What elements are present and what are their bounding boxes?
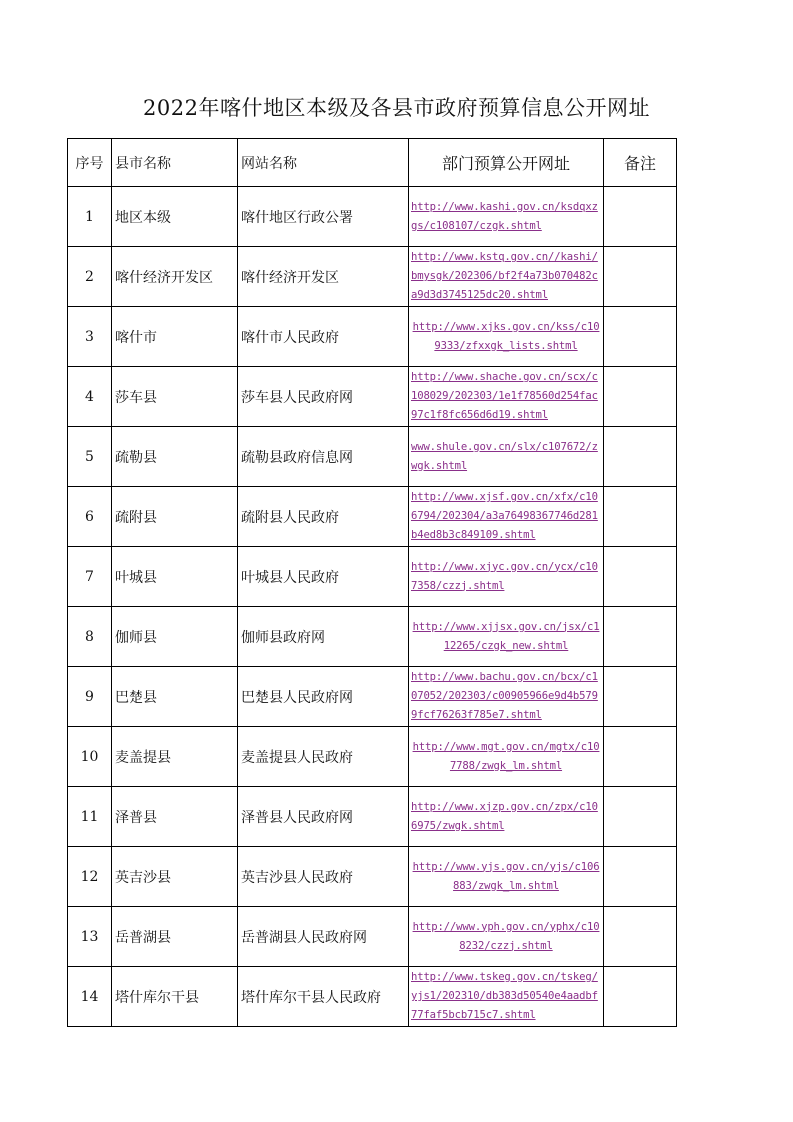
row-note <box>604 427 677 487</box>
row-site: 塔什库尔干县人民政府 <box>238 967 409 1027</box>
row-county: 麦盖提县 <box>112 727 238 787</box>
row-no: 8 <box>68 607 112 667</box>
table-header-row <box>68 139 677 187</box>
row-note <box>604 547 677 607</box>
table-row <box>68 727 677 787</box>
row-url-link[interactable]: http://www.kashi.gov.cn/ksdqxzgs/c108107/czgk.shtml <box>411 200 598 232</box>
row-county: 地区本级 <box>112 187 238 247</box>
row-note <box>604 487 677 547</box>
row-site: 叶城县人民政府 <box>238 547 409 607</box>
row-no: 9 <box>68 667 112 727</box>
table-row <box>68 907 677 967</box>
header-county: 县市名称 <box>112 139 238 187</box>
page-title: 2022年喀什地区本级及各县市政府预算信息公开网址 <box>143 96 650 120</box>
row-no: 10 <box>68 727 112 787</box>
row-note <box>604 727 677 787</box>
header-url: 部门预算公开网址 <box>409 139 604 187</box>
row-url-link[interactable]: http://www.shache.gov.cn/scx/c108029/202303/1e1f78560d254fac97c1f8fc656d6d19.shtml <box>411 371 598 421</box>
row-county: 喀什经济开发区 <box>112 247 238 307</box>
row-note <box>604 607 677 667</box>
row-site: 泽普县人民政府网 <box>238 787 409 847</box>
row-url-link[interactable]: http://www.xjjsx.gov.cn/jsx/c112265/czgk_new.shtml <box>412 620 600 652</box>
row-county: 塔什库尔干县 <box>112 967 238 1027</box>
table-row <box>68 607 677 667</box>
table-row <box>68 247 677 307</box>
row-site: 伽师县政府网 <box>238 607 409 667</box>
table-row <box>68 787 677 847</box>
budget-url-table <box>67 138 677 1027</box>
header-site: 网站名称 <box>238 139 409 187</box>
row-county: 伽师县 <box>112 607 238 667</box>
row-url-link[interactable]: http://www.xjyc.gov.cn/ycx/c107358/czzj.shtml <box>411 560 598 592</box>
row-no: 11 <box>68 787 112 847</box>
table-row <box>68 367 677 427</box>
row-no: 12 <box>68 847 112 907</box>
row-note <box>604 787 677 847</box>
table-row <box>68 487 677 547</box>
row-county: 叶城县 <box>112 547 238 607</box>
header-note: 备注 <box>604 139 677 187</box>
row-note <box>604 367 677 427</box>
row-county: 泽普县 <box>112 787 238 847</box>
row-county: 疏附县 <box>112 487 238 547</box>
row-no: 7 <box>68 547 112 607</box>
row-no: 4 <box>68 367 112 427</box>
table-row <box>68 307 677 367</box>
row-url-link[interactable]: www.shule.gov.cn/slx/c107672/zwgk.shtml <box>411 440 598 472</box>
row-site: 疏勒县政府信息网 <box>238 427 409 487</box>
row-site: 莎车县人民政府网 <box>238 367 409 427</box>
row-no: 3 <box>68 307 112 367</box>
row-url-link[interactable]: http://www.yph.gov.cn/yphx/c108232/czzj.shtml <box>412 920 600 952</box>
row-no: 6 <box>68 487 112 547</box>
header-no: 序号 <box>68 139 112 187</box>
row-note <box>604 967 677 1027</box>
row-site: 巴楚县人民政府网 <box>238 667 409 727</box>
table-row <box>68 187 677 247</box>
table-row <box>68 427 677 487</box>
row-url-link[interactable]: http://www.bachu.gov.cn/bcx/c107052/202303/c00905966e9d4b5799fcf76263f785e7.shtml <box>411 671 598 721</box>
row-note <box>604 907 677 967</box>
row-site: 英吉沙县人民政府 <box>238 847 409 907</box>
row-county: 疏勒县 <box>112 427 238 487</box>
row-url-link[interactable]: http://www.xjsf.gov.cn/xfx/c106794/202304/a3a76498367746d281b4ed8b3c849109.shtml <box>411 491 598 541</box>
row-note <box>604 847 677 907</box>
row-note <box>604 667 677 727</box>
row-site: 喀什经济开发区 <box>238 247 409 307</box>
row-county: 英吉沙县 <box>112 847 238 907</box>
row-no: 2 <box>68 247 112 307</box>
table-row <box>68 847 677 907</box>
table-row <box>68 967 677 1027</box>
row-site: 疏附县人民政府 <box>238 487 409 547</box>
row-note <box>604 247 677 307</box>
row-url-link[interactable]: http://www.tskeg.gov.cn/tskeg/yjs1/202310/db383d50540e4aadbf77faf5bcb715c7.shtml <box>411 971 598 1021</box>
row-no: 1 <box>68 187 112 247</box>
row-no: 14 <box>68 967 112 1027</box>
row-note <box>604 307 677 367</box>
row-url-link[interactable]: http://www.xjzp.gov.cn/zpx/c106975/zwgk.shtml <box>411 800 598 832</box>
row-site: 喀什市人民政府 <box>238 307 409 367</box>
row-url-link[interactable]: http://www.yjs.gov.cn/yjs/c106883/zwgk_lm.shtml <box>412 860 600 892</box>
row-county: 岳普湖县 <box>112 907 238 967</box>
row-site: 麦盖提县人民政府 <box>238 727 409 787</box>
row-site: 岳普湖县人民政府网 <box>238 907 409 967</box>
row-county: 巴楚县 <box>112 667 238 727</box>
table-row <box>68 667 677 727</box>
row-url-link[interactable]: http://www.kstq.gov.cn//kashi/bmysgk/202306/bf2f4a73b070482ca9d3d3745125dc20.shtml <box>411 251 598 301</box>
row-no: 13 <box>68 907 112 967</box>
table-row <box>68 547 677 607</box>
row-url-link[interactable]: http://www.xjks.gov.cn/kss/c109333/zfxxgk_lists.shtml <box>412 320 600 352</box>
row-county: 喀什市 <box>112 307 238 367</box>
row-site: 喀什地区行政公署 <box>238 187 409 247</box>
row-county: 莎车县 <box>112 367 238 427</box>
row-note <box>604 187 677 247</box>
row-no: 5 <box>68 427 112 487</box>
row-url-link[interactable]: http://www.mgt.gov.cn/mgtx/c107788/zwgk_lm.shtml <box>412 740 600 772</box>
